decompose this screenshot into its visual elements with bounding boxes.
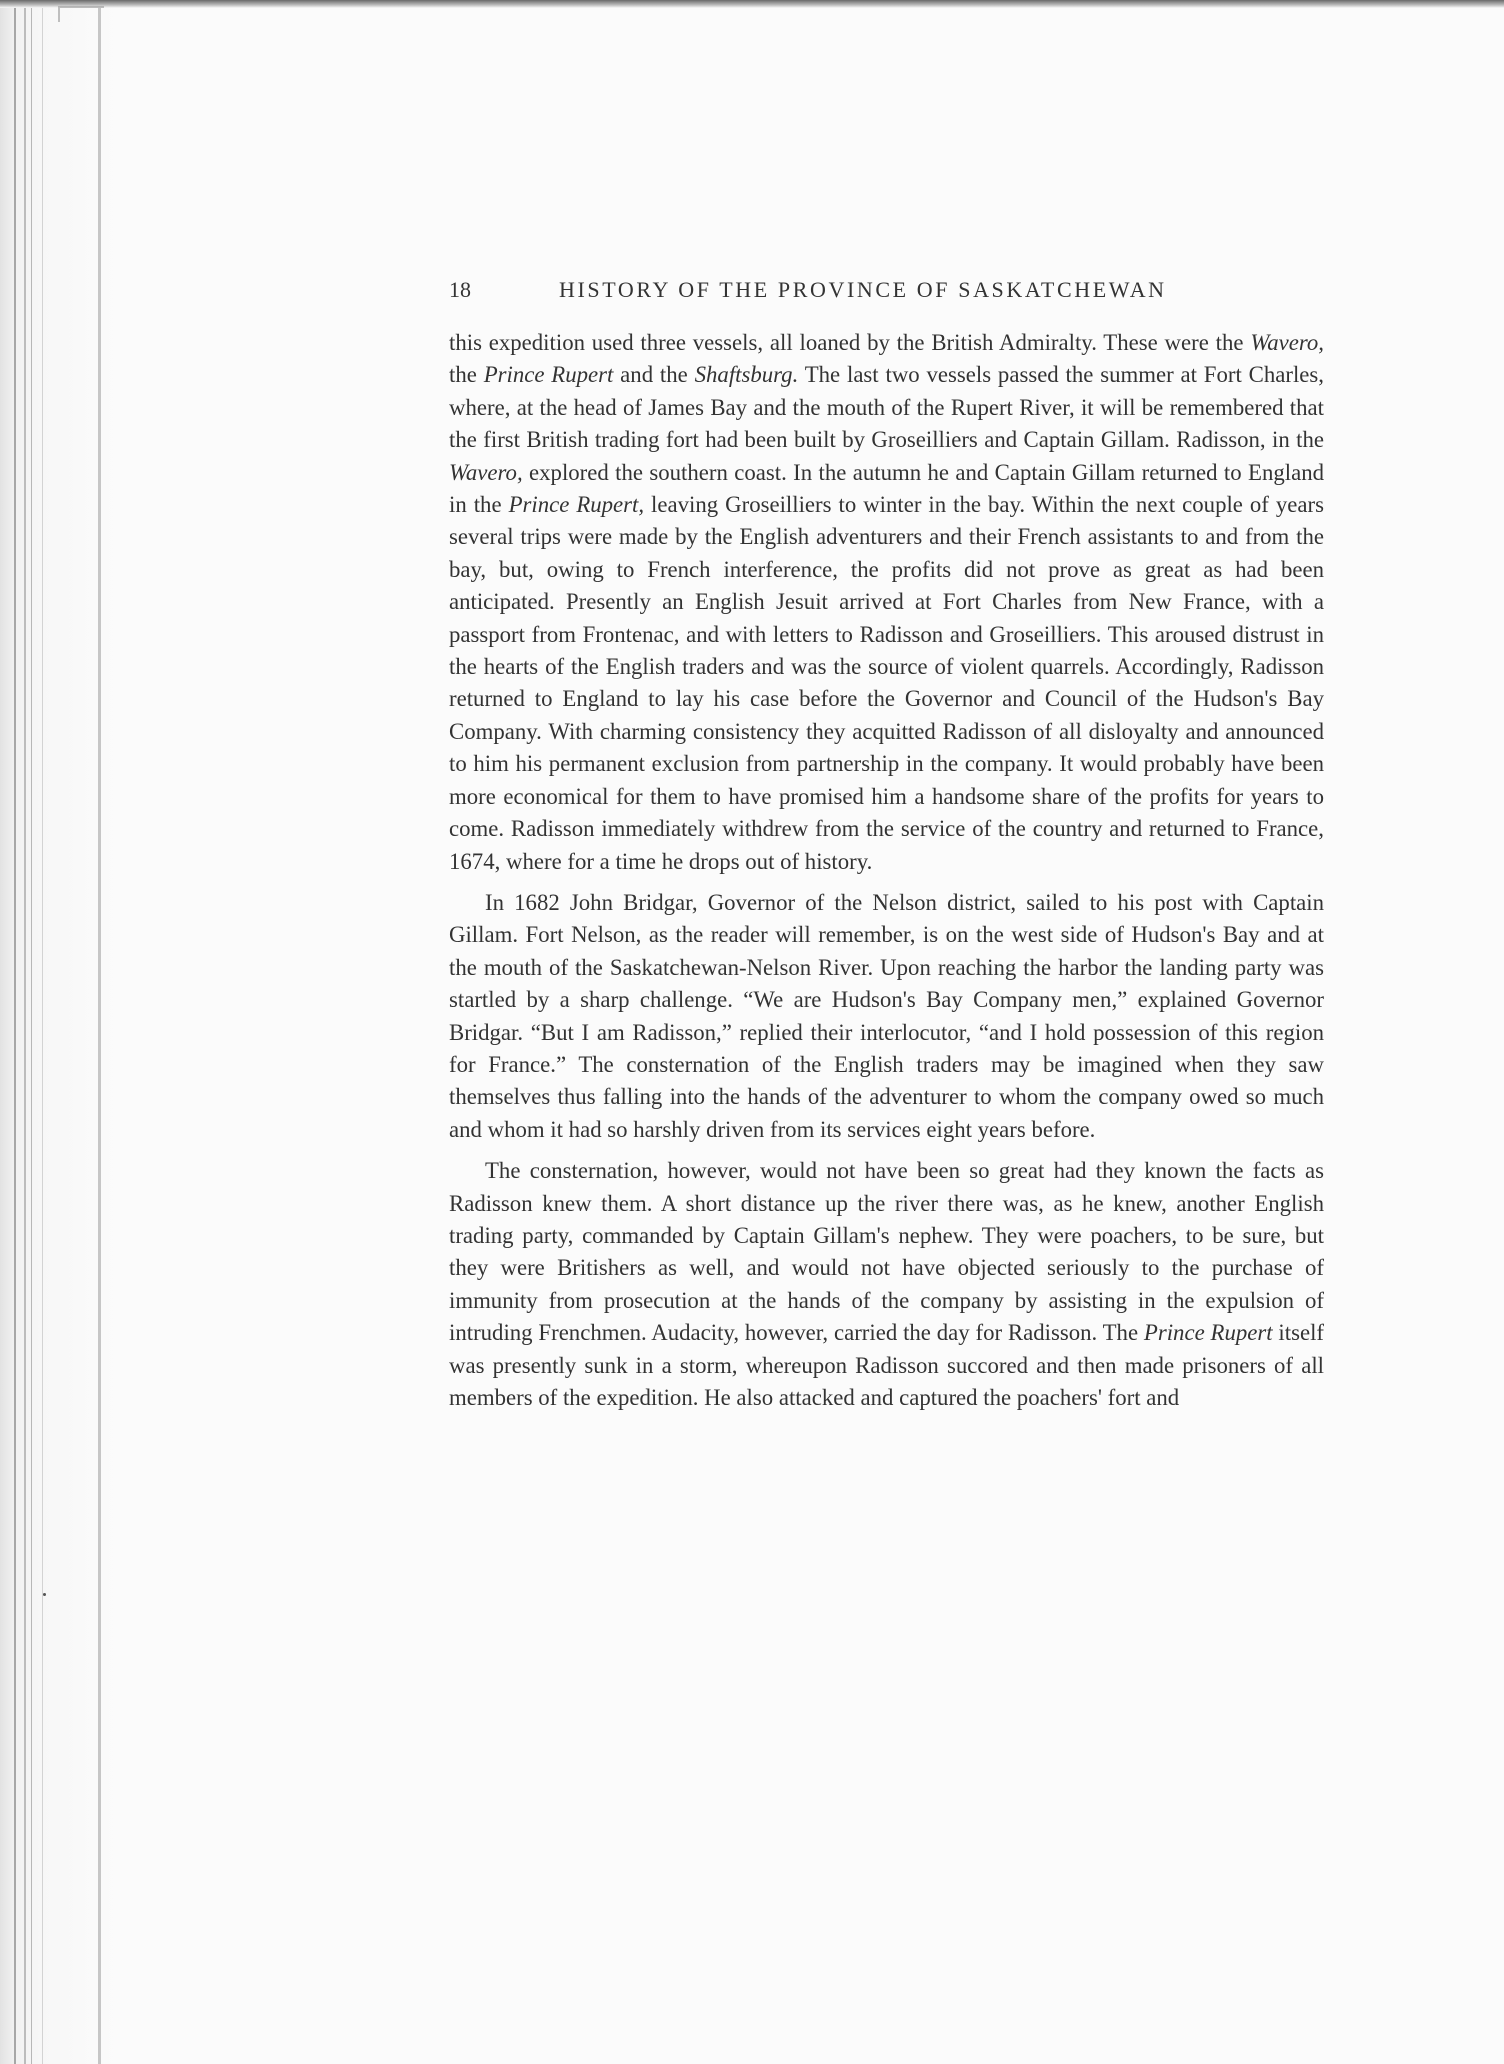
scan-corner-mark xyxy=(58,6,104,22)
scan-edge-line xyxy=(14,0,16,2064)
text-run: itself was presently sunk in a storm, whereupon Radisson succored and then made prisoners of all members of the expedition. He also attacked and captured the poachers' fort and xyxy=(449,1320,1324,1410)
paragraph xyxy=(449,887,1324,1146)
body-text xyxy=(449,327,1324,1414)
page-header xyxy=(449,277,1324,311)
scan-edge-line xyxy=(31,0,32,2064)
text-run: The last two vessels passed the summer at Fort Charles, where, at the head of James Bay and the mouth of the Rupert River, it will be remembered that the first British trading fort had been built by Groseilliers and Captain Gillam. Radisson, in the xyxy=(449,362,1324,453)
running-head: HISTORY OF THE PROVINCE OF SASKATCHEWAN xyxy=(559,277,1167,302)
italic-text: Prince Rupert xyxy=(483,362,614,388)
paragraph xyxy=(449,1155,1324,1414)
italic-text: Wavero, xyxy=(1250,330,1324,355)
text-run: and the xyxy=(613,362,695,388)
scan-edge-line xyxy=(42,0,43,2064)
italic-text: Prince Rupert, xyxy=(508,492,645,518)
text-run: explored the southern coast. In the autumn he and Captain Gillam returned to England in the xyxy=(449,459,1324,518)
scan-speck xyxy=(43,1593,46,1596)
text-run: leaving Groseilliers to winter in the bay. Within the next couple of years several trips were made by the English adventurers and their French assistants to and from the bay, but, owing to French interference, the profits did not prove as great as had been anticipated. Presently an English Jesuit arrived at Fort Charles from New France, with a passport from Frontenac, and with letters to Radisson and Groseilliers. This aroused distrust in the hearts of the English traders and was the source of violent quarrels. Accordingly, Radisson returned to England to lay his case before the Governor and Council of the Hudson's Bay Company. With charming consistency they acquitted Radisson of all disloyalty and announced to him his permanent exclusion from partnership in the company. It would probably have been more economical for them to have promised him a handsome share of the profits for years to come. Radisson immediately withdrew from the service of the country and returned to France, 1674, where for a time he drops out of history. xyxy=(449,492,1324,874)
text-run: In 1682 John Bridgar, Governor of the Nelson district, sailed to his post with Captain Gillam. Fort Nelson, as the reader will remember, is on the west side of Hudson's Bay and at the mouth of the Saskatchewan-Nelson River. Upon reaching the harbor the landing party was startled by a sharp challenge. “We are Hudson's Bay Company men,” explained Governor Bridgar. “But I am Radisson,” replied their interlocutor, “and I hold possession of this region for France.” The consternation of the English traders may be imagined when they saw themselves thus falling into the hands of the adventurer to whom the company owed so much and whom it had so harshly driven from its services eight years before. xyxy=(449,889,1324,1142)
italic-text: Prince Rupert xyxy=(1143,1320,1273,1346)
text-run: The consternation, however, would not have been so great had they known the facts as Radisson knew them. A short distance up the river there was, as he knew, another English trading party, commanded by Captain Gillam's nephew. They were poachers, to be sure, but they were Britishers as well, and would not have objected seriously to the purchase of immunity from prosecution at the hands of the company by assisting in the expulsion of intruding Frenchmen. Audacity, however, carried the day for Radisson. The xyxy=(449,1158,1324,1346)
text-run: this expedition used three vessels, all loaned by the British Admiralty. These were the xyxy=(449,330,1251,355)
text-run: the xyxy=(449,362,484,388)
italic-text: Wavero, xyxy=(449,459,523,485)
italic-text: Shaftsburg. xyxy=(694,362,799,388)
paragraph xyxy=(449,327,1324,878)
page-number: 18 xyxy=(449,277,471,302)
scan-edge-line xyxy=(98,0,101,2064)
scan-edge-line xyxy=(24,0,26,2064)
scan-top-edge xyxy=(0,0,1504,8)
